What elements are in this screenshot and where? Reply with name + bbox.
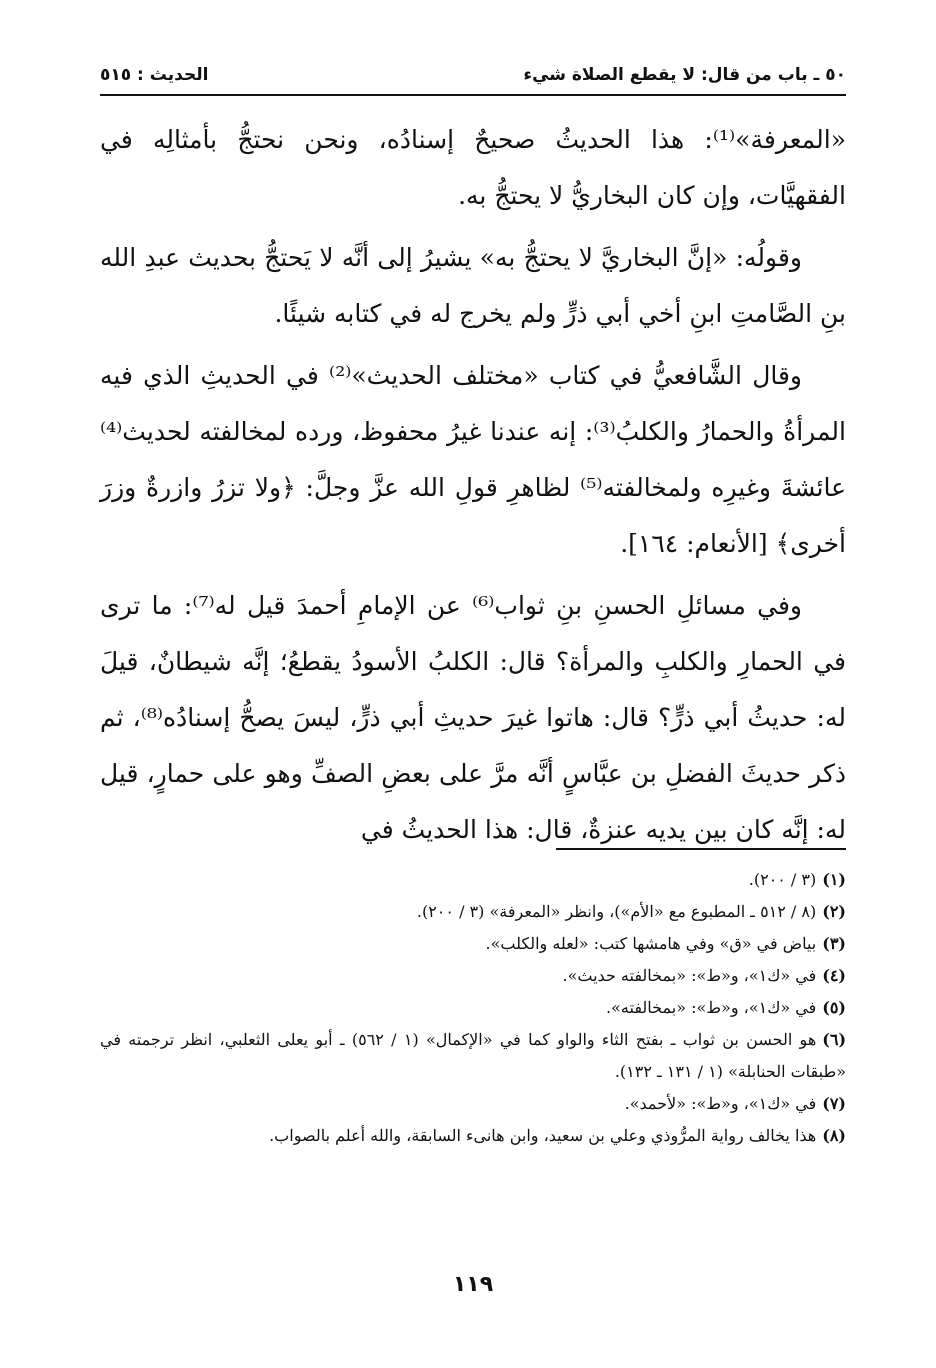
hadith-number: الحديث : ٥١٥ (100, 65, 209, 85)
footnote-number: (١) (822, 870, 846, 889)
footnote (100, 1024, 846, 1088)
paragraph: «المعرفة»⁽¹⁾: هذا الحديثُ صحيحٌ إسنادُه، ونحن نحتجُّ بأمثالِه في الفقهيَّات، وإن كان البخاريُّ لا يحتجُّ به. (100, 125, 846, 210)
footnote (100, 992, 846, 1024)
footnote-number: (٦) (822, 1030, 847, 1049)
header-rule (100, 94, 846, 96)
footnote-number: (٢) (822, 902, 846, 921)
footnote-text: هو الحسن بن ثواب ـ بفتح الثاء والواو كما في «الإكمال» (١ / ٥٦٢) ـ أبو يعلى الثعلبي، انظر ترجمته في «طبقات الحنابلة» (١ / ١٣١ ـ ١٣٢). (100, 1030, 846, 1081)
footnote-text: في «ك١»، و«ط»: «بمخالفته». (606, 998, 817, 1017)
footnote-number: (٣) (822, 934, 846, 953)
chapter-title: ٥٠ ـ باب من قال: لا يقطع الصلاة شيء (523, 65, 846, 85)
page-number: ١١٩ (452, 1272, 494, 1297)
paragraph: وقولُه: «إنَّ البخاريَّ لا يحتجُّ به» يشيرُ إلى أنَّه لا يَحتجُّ بحديث عبدِ الله بنِ الصَّامتِ ابنِ أخي أبي ذرٍّ ولم يخرج له في كتابه شيئًا. (100, 243, 846, 328)
footnote-number: (٨) (822, 1126, 846, 1145)
footnote-text: (٨ / ٥١٢ ـ المطبوع مع «الأم»)، وانظر «المعرفة» (٣ / ٢٠٠). (416, 902, 817, 921)
footnote-text: بياض في «ق» وفي هامشها كتب: «لعله والكلب». (485, 934, 817, 953)
footnotes (100, 864, 846, 1152)
footnote (100, 1120, 846, 1152)
footnote-text: في «ك١»، و«ط»: «بمخالفته حديث». (562, 966, 817, 985)
running-header (100, 60, 846, 90)
footnote-text: في «ك١»، و«ط»: «لأحمد». (624, 1094, 817, 1113)
footnote-number: (٧) (822, 1094, 846, 1113)
footnote (100, 1088, 846, 1120)
footnote (100, 928, 846, 960)
paragraph: وفي مسائلِ الحسنِ بنِ ثواب⁽⁶⁾ عن الإمامِ أحمدَ قيل له⁽⁷⁾: ما ترى في الحمارِ والكلبِ والمرأة؟ قال: الكلبُ الأسودُ يقطعُ؛ إنَّه شيطانٌ، قيلَ له: حديثُ أبي ذرٍّ؟ قال: هاتوا غيرَ حديثِ أبي ذرٍّ، ليسَ يصحُّ إسنادُه⁽⁸⁾، ثم ذكر حديثَ الفضلِ بن عبَّاسٍ أنَّه مرَّ على بعضِ الصفِّ وهو على حمارٍ، قيل له: إنَّه كان بين يديه عنزةٌ، قال: هذا الحديثُ في (100, 591, 846, 844)
paragraph: وقال الشَّافعيُّ في كتاب «مختلف الحديث»⁽²⁾ في الحديثِ الذي فيه المرأةُ والحمارُ والكلبُ⁽³⁾: إنه عندنا غيرُ محفوظ، ورده لمخالفته لحديث⁽⁴⁾ عائشةَ وغيرِه ولمخالفته⁽⁵⁾ لظاهرِ قولِ الله عزَّ وجلَّ: ﴿ولا تزرُ وازرةٌ وزرَ أخرى﴾ [الأنعام: ١٦٤]. (100, 361, 846, 558)
footnote (100, 896, 846, 928)
footnote (100, 960, 846, 992)
footnote-number: (٤) (822, 966, 846, 985)
footnote-text: هذا يخالف رواية المرُّوذي وعلي بن سعيد، وابن هانىء السابقة، والله أعلم بالصواب. (269, 1126, 817, 1145)
footnote-number: (٥) (822, 998, 846, 1017)
main-text (100, 112, 846, 864)
footnote-text: (٣ / ٢٠٠). (748, 870, 817, 889)
book-page (100, 56, 846, 1316)
footnote-separator (556, 848, 846, 850)
footnote (100, 864, 846, 896)
